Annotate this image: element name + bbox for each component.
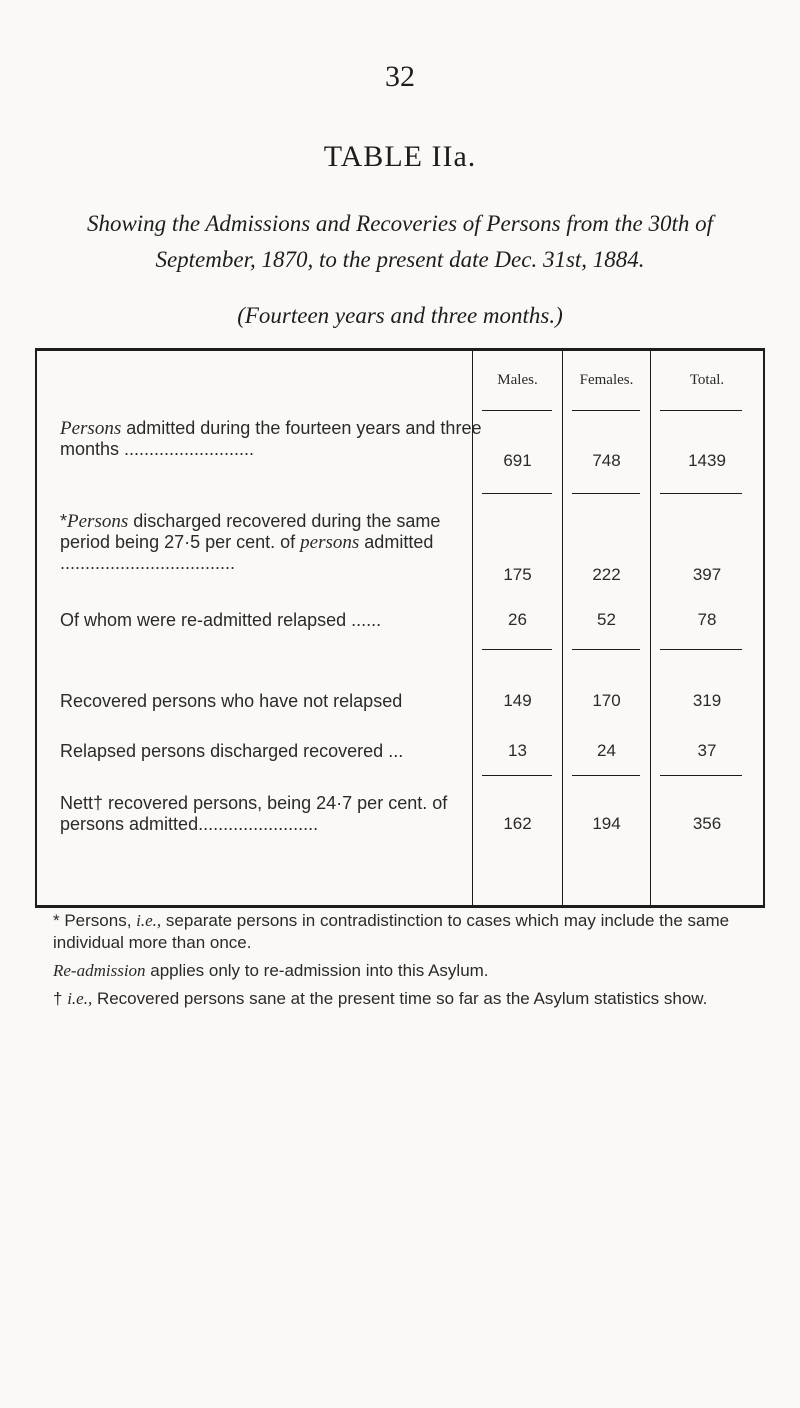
column-header-females: Females.	[579, 372, 634, 388]
section-rule	[572, 410, 640, 411]
cell-females: 748	[592, 451, 621, 470]
footnote-em: i.e.,	[67, 989, 93, 1008]
footnote-em: i.e.,	[136, 911, 162, 930]
row-label-nett-recovered: Nett† recovered persons, being 24·7 per cent. of persons admitted........................	[60, 793, 448, 834]
cell-females: 194	[592, 814, 621, 833]
row-label-discharged	[60, 511, 490, 574]
admissions-table	[35, 348, 765, 908]
section-rule	[660, 493, 742, 494]
table-left-border	[35, 348, 37, 908]
cell-total: 356	[692, 814, 722, 833]
row-label-text: discharged recovered during the same period being 27·5 per cent. of	[60, 511, 441, 552]
row-label-readmitted: Of whom were re-admitted relapsed ......	[60, 610, 382, 630]
table-bottom-border	[35, 905, 765, 908]
footnote-em: Re-admission	[53, 961, 146, 980]
cell-males: 13	[508, 741, 527, 760]
cell-total: 1439	[688, 451, 726, 470]
footnote-marker: *	[60, 511, 68, 531]
section-rule	[572, 775, 640, 776]
section-rule	[572, 649, 640, 650]
cell-females: 222	[592, 565, 621, 584]
table-subtitle: Showing the Admissions and Recoveries of Persons from the 30th of September, 1870, to the present date Dec. 31st, 1884.	[86, 211, 714, 272]
cell-males: 175	[503, 565, 532, 584]
row-label-text: admitted during the fourteen years and three months ..........................	[60, 418, 482, 459]
section-rule	[572, 493, 640, 494]
row-label-em: persons	[300, 532, 360, 553]
section-rule	[482, 775, 552, 776]
row-label-text: admitted ...................................	[60, 532, 434, 573]
row-label-admitted	[60, 418, 490, 460]
footnotes	[35, 910, 775, 1010]
section-rule	[482, 493, 552, 494]
footnote-persons	[35, 910, 775, 954]
row-label-relapsed-discharged: Relapsed persons discharged recovered ...	[60, 741, 404, 761]
section-rule	[660, 775, 742, 776]
footnote-text: applies only to re-admission into this Asylum.	[145, 961, 489, 980]
row-label-em: Persons	[60, 418, 122, 439]
cell-females: 24	[597, 741, 616, 760]
section-rule	[660, 649, 742, 650]
cell-total: 319	[692, 691, 722, 710]
cell-females: 170	[592, 691, 621, 710]
column-header-males: Males.	[497, 372, 538, 388]
cell-total: 37	[697, 741, 717, 760]
footnote-recovered	[35, 988, 775, 1010]
column-header-total: Total.	[689, 372, 725, 388]
cell-males: 162	[503, 814, 532, 833]
footnote-text: * Persons,	[53, 911, 137, 930]
table-right-border	[763, 348, 765, 908]
cell-males: 26	[508, 610, 527, 629]
cell-total: 78	[697, 610, 717, 629]
page-number: 32	[385, 60, 415, 93]
section-rule	[482, 410, 552, 411]
cell-males: 691	[503, 451, 532, 470]
footnote-marker: †	[53, 989, 68, 1008]
cell-males: 149	[503, 691, 532, 710]
section-rule	[660, 410, 742, 411]
duration-note: (Fourteen years and three months.)	[237, 303, 563, 328]
table-title: TABLE IIa.	[323, 140, 477, 173]
footnote-text: Recovered persons sane at the present time so far as the Asylum statistics show.	[92, 989, 708, 1008]
cell-females: 52	[597, 610, 616, 629]
cell-total: 397	[692, 565, 722, 584]
section-rule	[482, 649, 552, 650]
table-top-border	[35, 348, 765, 351]
footnote-readmission	[35, 960, 775, 982]
row-label-em: Persons	[67, 511, 129, 532]
row-label-not-relapsed: Recovered persons who have not relapsed	[60, 691, 403, 711]
footnote-text: separate persons in contradistinction to cases which may include the same individual more than once.	[53, 911, 730, 952]
